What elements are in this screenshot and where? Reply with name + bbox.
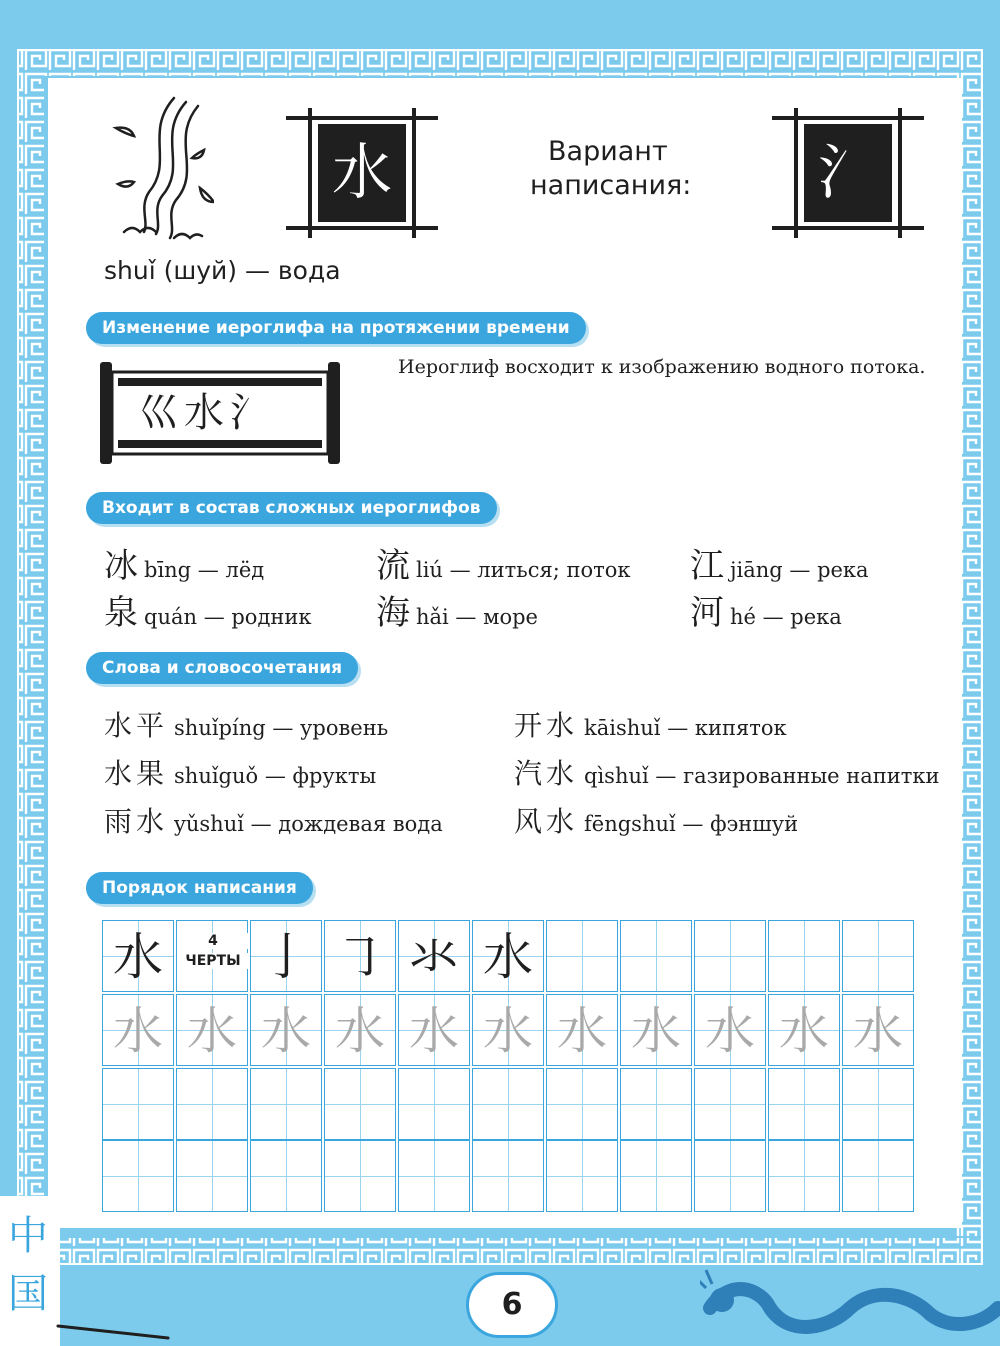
trace-cell[interactable]: 水	[472, 994, 544, 1066]
practice-cell[interactable]	[768, 1140, 840, 1212]
stroke-step-cell: ㇆	[324, 920, 396, 992]
practice-cell[interactable]	[546, 1140, 618, 1212]
practice-cell[interactable]	[842, 1140, 914, 1212]
word-item: 水果 shuǐguǒ — фрукты	[104, 757, 377, 790]
variant-label-line-2: написания:	[530, 170, 692, 201]
framed-variant-character	[772, 108, 924, 238]
word-item: 开水 kāishuǐ — кипяток	[514, 709, 787, 742]
framed-character	[286, 108, 438, 238]
empty-cell	[768, 920, 840, 992]
trace-cell[interactable]: 水	[102, 994, 174, 1066]
practice-cell[interactable]	[176, 1140, 248, 1212]
compound-item: 泉quán — родник	[104, 593, 312, 633]
practice-cell[interactable]	[546, 1068, 618, 1140]
evolution-description: Иероглиф восходит к изображению водного потока.	[398, 356, 926, 378]
empty-cell	[694, 920, 766, 992]
practice-cell[interactable]	[694, 1068, 766, 1140]
side-char-top: 中	[8, 1213, 48, 1259]
dragon-icon	[700, 1268, 1000, 1346]
compound-item: 江jiāng — река	[690, 546, 869, 586]
word-item: 风水 fēngshuǐ — фэншуй	[514, 805, 799, 838]
practice-cell[interactable]	[102, 1068, 174, 1140]
trace-cell[interactable]: 水	[250, 994, 322, 1066]
stroke-count-number: 4	[177, 933, 249, 949]
brush-icon	[56, 1318, 176, 1342]
evolution-glyphs: 巛水氵	[138, 390, 276, 436]
practice-cell[interactable]	[768, 1068, 840, 1140]
trace-cell[interactable]: 水	[620, 994, 692, 1066]
trace-cell[interactable]: 水	[398, 994, 470, 1066]
empty-cell	[620, 920, 692, 992]
pinyin-title: shuǐ (шуй) — вода	[104, 256, 341, 285]
section-title-words: Слова и словосочетания	[86, 652, 358, 684]
trace-cell[interactable]: 水	[694, 994, 766, 1066]
word-item: 汽水 qìshuǐ — газированные напитки	[514, 757, 940, 790]
compound-item: 河hé — река	[690, 593, 842, 633]
compound-item: 海hǎi — море	[376, 593, 538, 633]
empty-cell	[546, 920, 618, 992]
practice-cell[interactable]	[620, 1068, 692, 1140]
compound-item: 冰bīng — лёд	[104, 546, 265, 586]
page-number-badge	[466, 1272, 558, 1338]
word-item: 雨水 yǔshuǐ — дождевая вода	[104, 805, 443, 838]
empty-cell	[842, 920, 914, 992]
practice-cell[interactable]	[324, 1068, 396, 1140]
stroke-step-cell: 水	[472, 920, 544, 992]
trace-cell[interactable]: 水	[842, 994, 914, 1066]
section-title-stroke-order: Порядок написания	[86, 872, 313, 904]
trace-cell[interactable]: 水	[324, 994, 396, 1066]
section-title-compounds: Входит в состав сложных иероглифов	[86, 492, 497, 524]
page-number: 6	[501, 1287, 523, 1322]
practice-cell[interactable]	[472, 1140, 544, 1212]
variant-label-line-1: Вариант	[548, 136, 668, 167]
water-stream-illustration	[104, 92, 214, 252]
word-item: 水平 shuǐpíng — уровень	[104, 709, 389, 742]
practice-cell[interactable]	[842, 1068, 914, 1140]
practice-cell[interactable]	[398, 1140, 470, 1212]
practice-cell[interactable]	[250, 1068, 322, 1140]
practice-cell[interactable]	[176, 1068, 248, 1140]
stroke-step-cell: 亅	[250, 920, 322, 992]
evolution-scroll	[98, 360, 342, 466]
stroke-count-label: ЧЕРТЫ	[177, 953, 249, 969]
practice-cell[interactable]	[102, 1140, 174, 1212]
trace-cell[interactable]: 水	[768, 994, 840, 1066]
practice-cell[interactable]	[324, 1140, 396, 1212]
practice-grid	[102, 920, 912, 1212]
side-title-vertical	[0, 1196, 60, 1346]
practice-cell[interactable]	[472, 1068, 544, 1140]
stroke-cell-main: 水	[102, 920, 174, 992]
variant-character: 氵	[818, 138, 878, 208]
practice-cell[interactable]	[250, 1140, 322, 1212]
trace-cell[interactable]: 水	[546, 994, 618, 1066]
main-character: 水	[332, 138, 392, 208]
stroke-step-cell: 氺	[398, 920, 470, 992]
practice-cell[interactable]	[398, 1068, 470, 1140]
trace-cell[interactable]: 水	[176, 994, 248, 1066]
practice-cell[interactable]	[620, 1140, 692, 1212]
section-title-evolution: Изменение иероглифа на протяжении времени	[86, 312, 586, 344]
practice-cell[interactable]	[694, 1140, 766, 1212]
compound-item: 流liú — литься; поток	[376, 546, 631, 586]
stroke-count-cell	[176, 920, 248, 992]
side-char-bottom: 国	[8, 1271, 48, 1317]
